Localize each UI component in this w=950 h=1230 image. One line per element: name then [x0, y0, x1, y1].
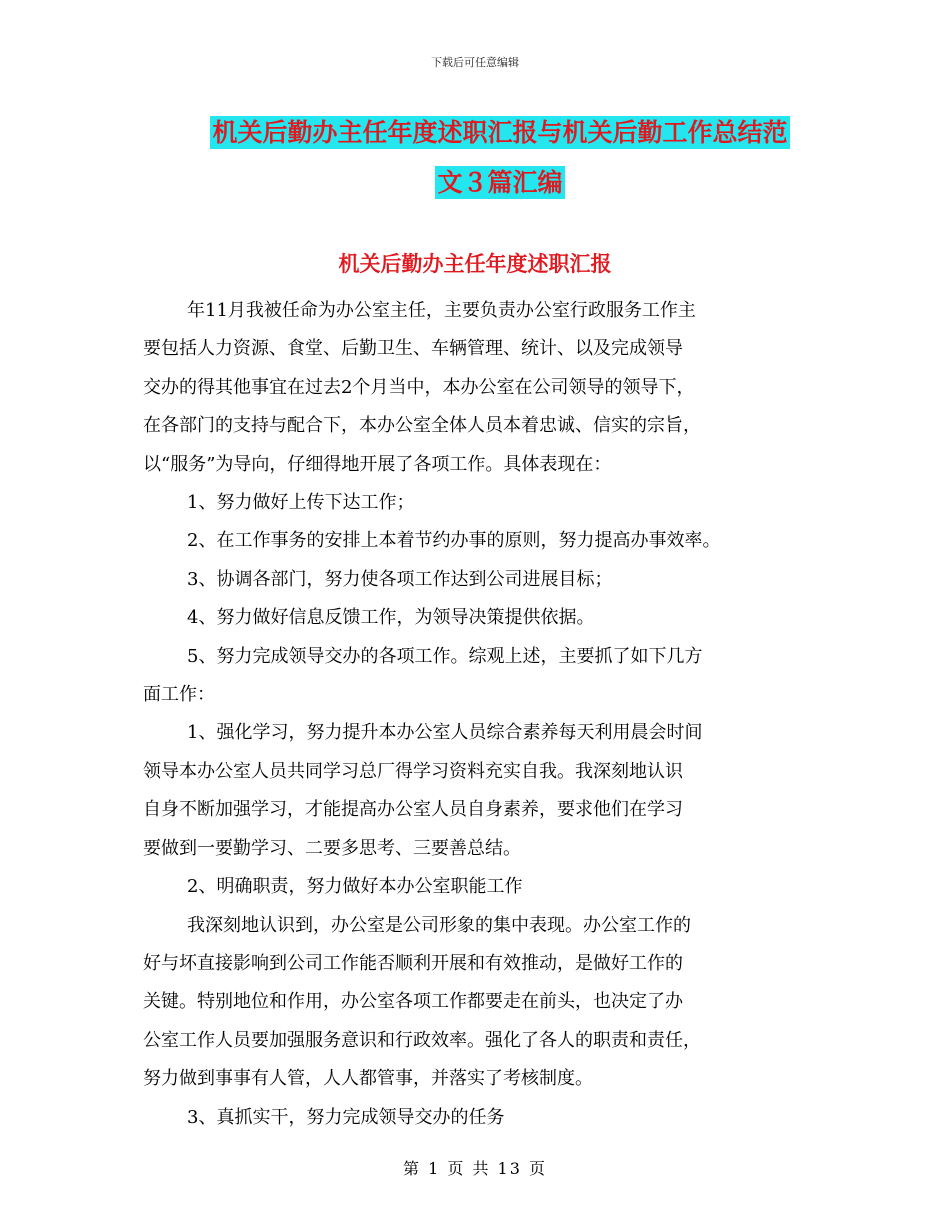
text-line: 努力做到事事有人管，人人都管事，并落实了考核制度。	[143, 1068, 593, 1090]
text-line: 领导本办公室人员共同学习总厂得学习资料充实自我。我深刻地认识	[143, 760, 683, 782]
text-line: 3、协调各部门，努力使各项工作达到公司进展目标；	[187, 568, 613, 590]
header-note: 下载后可任意编辑	[431, 56, 519, 69]
text-line: 2、在工作事务的安排上本着节约办事的原则，努力提高办事效率。	[187, 530, 721, 552]
text-line: 关键。特别地位和作用，办公室各项工作都要走在前头，也决定了办	[143, 991, 683, 1013]
text-line: 交办的得其他事宜在过去2个月当中，本办公室在公司领导的领导下，	[143, 376, 695, 398]
text-line: 要做到一要勤学习、二要多思考、三要善总结。	[143, 837, 521, 859]
page-footer: 第 1 页 共 13 页	[403, 1159, 547, 1178]
document-title	[140, 108, 860, 208]
text-line: 我深刻地认识到，办公室是公司形象的集中表现。办公室工作的	[187, 914, 691, 936]
text-line: 5、努力完成领导交办的各项工作。综观上述，主要抓了如下几方	[187, 645, 703, 667]
text-line: 面工作：	[143, 684, 215, 706]
text-line: 以“服务”为导向，仔细得地开展了各项工作。具体表现在：	[143, 453, 612, 475]
text-line: 公室工作人员要加强服务意识和行政效率。强化了各人的职责和责任，	[143, 1029, 701, 1051]
title-line-2: 文３篇汇编	[437, 168, 563, 197]
text-line: 3、真抓实干，努力完成领导交办的任务	[187, 1106, 505, 1128]
text-line: 年11月我被任命为办公室主任，主要负责办公室行政服务工作主	[187, 300, 696, 321]
text-line: 要包括人力资源、食堂、后勤卫生、车辆管理、统计、以及完成领导	[143, 338, 683, 360]
text-line: 4、努力做好信息反馈工作，为领导决策提供依据。	[187, 607, 595, 629]
section-title: 机关后勤办主任年度述职汇报	[338, 252, 612, 276]
document-body	[143, 292, 823, 1137]
text-line: 自身不断加强学习，才能提高办公室人员自身素养，要求他们在学习	[143, 799, 683, 821]
text-line: 好与坏直接影响到公司工作能否顺利开展和有效推动，是做好工作的	[143, 952, 683, 974]
text-line: 1、努力做好上传下达工作；	[187, 492, 415, 514]
text-line: 2、明确职责，努力做好本办公室职能工作	[187, 876, 523, 898]
text-line: 1、强化学习，努力提升本办公室人员综合素养每天利用晨会时间	[187, 722, 703, 744]
title-line-1: 机关后勤办主任年度述职汇报与机关后勤工作总结范	[212, 118, 788, 147]
text-line: 在各部门的支持与配合下，本办公室全体人员本着忠诚、信实的宗旨，	[143, 415, 701, 437]
